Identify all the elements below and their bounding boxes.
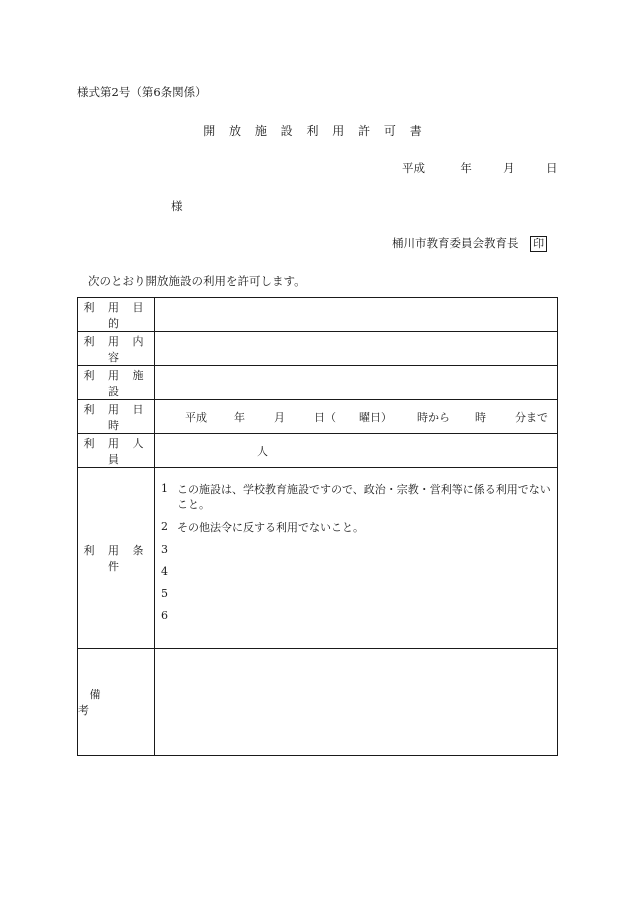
- condition-number: 3: [161, 543, 168, 556]
- label-people: 利 用 人 員: [78, 434, 155, 468]
- dt-weekday: 曜日）: [359, 410, 392, 424]
- date-day: 日: [545, 161, 558, 175]
- label-purpose: 利 用 目 的: [78, 298, 155, 332]
- date-year: 年: [460, 161, 472, 175]
- dt-from: 時から: [417, 410, 450, 424]
- value-facility: [155, 366, 558, 400]
- value-content: [155, 332, 558, 366]
- condition-number: 2: [161, 520, 168, 533]
- dt-hour: 時: [475, 410, 486, 424]
- table-row-content: [78, 332, 558, 366]
- date-era: 平成: [402, 161, 425, 175]
- issuer-name: 桶川市教育委員会教育長: [392, 236, 519, 250]
- label-datetime: 利 用 日 時: [78, 400, 155, 434]
- condition-number: 5: [161, 587, 168, 600]
- value-datetime: [155, 400, 558, 434]
- table-row-purpose: [78, 298, 558, 332]
- condition-text: この施設は、学校教育施設ですので、政治・宗教・営利等に係る利用でないこと。: [177, 483, 551, 511]
- dt-day: 日（: [314, 410, 336, 424]
- label-content: 利 用 内 容: [78, 332, 155, 366]
- condition-text: その他法令に反する利用でないこと。: [177, 521, 364, 534]
- table-row-conditions: [78, 468, 558, 649]
- value-remarks: [155, 649, 558, 756]
- label-conditions: 利 用 条 件: [78, 468, 155, 649]
- table-row-remarks: [78, 649, 558, 756]
- value-purpose: [155, 298, 558, 332]
- label-remarks: [78, 649, 155, 756]
- dt-year: 年: [234, 410, 245, 424]
- issuer-line: [392, 235, 547, 252]
- value-people: [155, 434, 558, 468]
- condition-item: [161, 543, 551, 557]
- condition-item: [161, 482, 551, 512]
- date-month: 月: [503, 161, 515, 175]
- document-title: 開 放 施 設 利 用 許 可 書: [203, 124, 427, 138]
- dt-month: 月: [274, 410, 285, 424]
- condition-number: 1: [161, 482, 168, 495]
- condition-item: [161, 609, 551, 623]
- seal-stamp: 印: [530, 236, 547, 252]
- condition-number: 6: [161, 609, 168, 622]
- value-conditions: [155, 468, 558, 649]
- recipient-honorific: 様: [171, 199, 183, 213]
- dt-until: 分まで: [515, 410, 548, 424]
- form-number: 様式第2号（第6条関係）: [77, 85, 207, 99]
- table-row-datetime: [78, 400, 558, 434]
- condition-item: [161, 520, 551, 535]
- label-facility: 利 用 施 設: [78, 366, 155, 400]
- people-unit: 人: [257, 444, 268, 458]
- condition-number: 4: [161, 565, 168, 578]
- dt-era: 平成: [185, 410, 207, 424]
- condition-item: [161, 565, 551, 579]
- table-row-facility: [78, 366, 558, 400]
- permit-table: [77, 297, 558, 756]
- intro-text: 次のとおり開放施設の利用を許可します。: [88, 274, 306, 288]
- remarks-label-first: 備: [89, 688, 101, 701]
- remarks-label-second: 考: [78, 704, 89, 717]
- condition-item: [161, 587, 551, 601]
- issue-date: [402, 160, 557, 176]
- table-row-people: [78, 434, 558, 468]
